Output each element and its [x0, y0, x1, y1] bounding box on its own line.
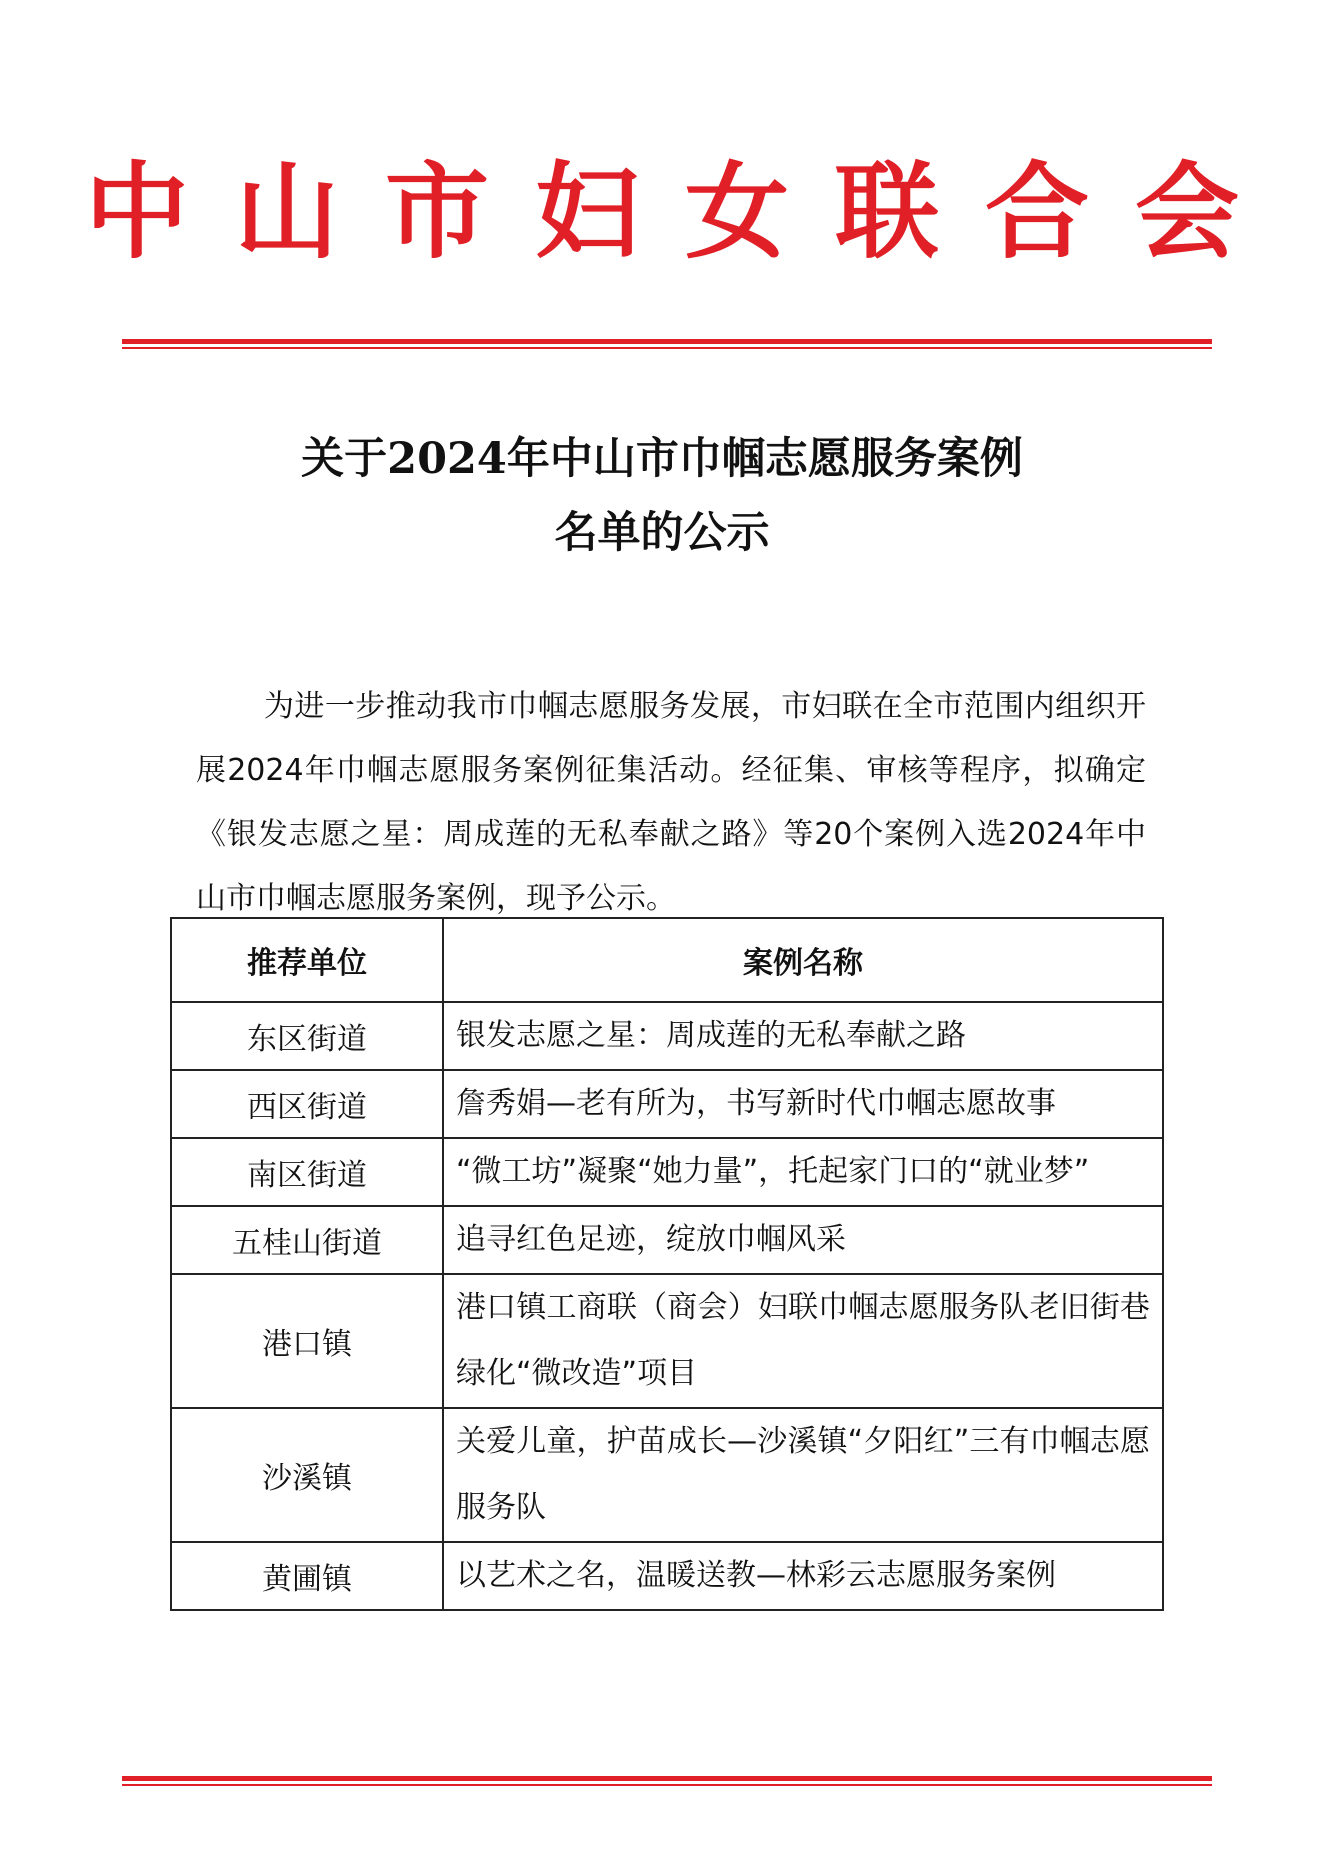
table-row	[171, 1206, 1163, 1274]
row-unit: 黄圃镇	[171, 1542, 443, 1610]
document-title-line-1: 关于2024年中山市巾帼志愿服务案例	[301, 434, 1023, 484]
row-case-name: 詹秀娟—老有所为，书写新时代巾帼志愿故事	[443, 1070, 1163, 1138]
table-row	[171, 1408, 1163, 1542]
row-case-name: 追寻红色足迹，绽放巾帼风采	[443, 1206, 1163, 1274]
bottom-rule-thin-line	[122, 1784, 1212, 1786]
table-header-row	[171, 918, 1163, 1002]
row-unit: 东区街道	[171, 1002, 443, 1070]
row-unit: 港口镇	[171, 1274, 443, 1408]
row-case-name: 以艺术之名，温暖送教—林彩云志愿服务案例	[443, 1542, 1163, 1610]
row-unit: 五桂山街道	[171, 1206, 443, 1274]
table-row	[171, 1002, 1163, 1070]
bottom-rule-thick-line	[122, 1776, 1212, 1781]
row-unit: 沙溪镇	[171, 1408, 443, 1542]
top-rule-thin-line	[122, 347, 1212, 349]
row-case-name: 关爱儿童，护苗成长—沙溪镇“夕阳红”三有巾帼志愿服务队	[443, 1408, 1163, 1542]
row-case-name: 银发志愿之星：周成莲的无私奉献之路	[443, 1002, 1163, 1070]
body-paragraph: 为进一步推动我市巾帼志愿服务发展，市妇联在全市范围内组织开展2024年巾帼志愿服务案例征集活动。经征集、审核等程序，拟确定《银发志愿之星：周成莲的无私奉献之路》等20个案例入选2024年中山市巾帼志愿服务案例，现予公示。	[196, 689, 1146, 916]
header-case-name: 案例名称	[443, 918, 1163, 1002]
table-row	[171, 1542, 1163, 1610]
top-red-rule	[122, 339, 1212, 351]
top-rule-thick-line	[122, 339, 1212, 344]
row-unit: 南区街道	[171, 1138, 443, 1206]
row-case-name: “微工坊”凝聚“她力量”，托起家门口的“就业梦”	[443, 1138, 1163, 1206]
header-recommending-unit: 推荐单位	[171, 918, 443, 1002]
bottom-red-rule	[122, 1776, 1212, 1788]
table-row	[171, 1274, 1163, 1408]
row-case-name: 港口镇工商联（商会）妇联巾帼志愿服务队老旧街巷绿化“微改造”项目	[443, 1274, 1163, 1408]
masthead-organization: 中山市妇女联合会	[84, 150, 1285, 273]
document-title-line-2: 名单的公示	[554, 508, 770, 558]
case-list-table	[170, 917, 1164, 1611]
table-row	[171, 1138, 1163, 1206]
row-unit: 西区街道	[171, 1070, 443, 1138]
table-row	[171, 1070, 1163, 1138]
